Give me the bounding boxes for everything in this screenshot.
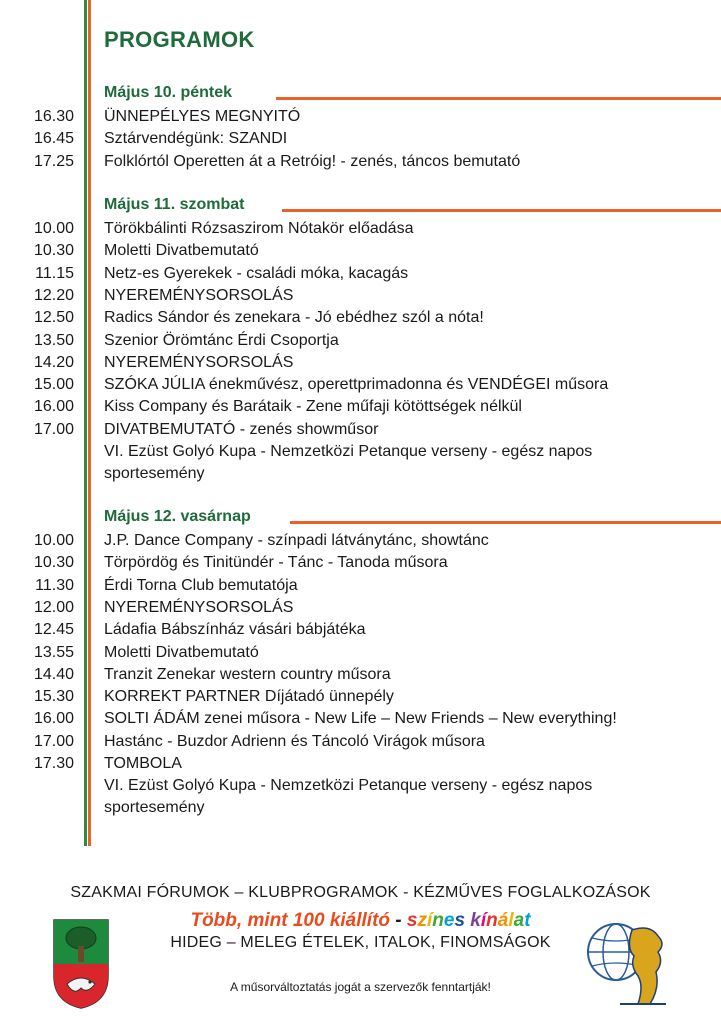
schedule-row — [0, 419, 721, 441]
tagline-exhibitors: Több, mint 100 kiállító — [190, 910, 390, 931]
schedule-time: 11.30 — [35, 576, 74, 594]
schedule-row — [0, 263, 721, 285]
schedule-description: Moletti Divatbemutató — [104, 242, 259, 260]
tagline-letter: s — [406, 910, 418, 931]
schedule-description: Moletti Divatbemutató — [104, 643, 259, 661]
schedule-row — [0, 106, 721, 128]
schedule-description: Tranzit Zenekar western country műsora — [104, 665, 391, 683]
schedule-time: 15.00 — [33, 376, 74, 394]
schedule-time: 10.30 — [33, 554, 74, 572]
schedule-description: NYEREMÉNYSORSOLÁS — [104, 286, 294, 304]
schedule-row — [0, 330, 721, 352]
tagline-letter: í — [426, 910, 433, 931]
schedule-description: Folklórtól Operetten át a Retróig! - zenés, táncos bemutató — [104, 152, 521, 170]
tagline-offer — [407, 910, 531, 931]
disclaimer-note: A műsorváltoztatás jogát a szervezők fenntartják! — [230, 980, 491, 994]
schedule-description: ÜNNEPÉLYES MEGNYITÓ — [104, 108, 301, 125]
tagline-letter: n — [432, 910, 444, 931]
tagline-letter: á — [497, 910, 509, 931]
schedule-description: Érdi Torna Club bemutatója — [104, 576, 298, 594]
schedule-time: 15.30 — [33, 688, 74, 706]
tagline-letter: e — [443, 910, 455, 931]
day-divider — [290, 521, 721, 524]
schedule-row — [0, 619, 721, 641]
day-heading: Május 11. szombat — [104, 196, 245, 213]
day-heading: Május 10. péntek — [104, 84, 233, 101]
tagline-letter: z — [417, 910, 427, 931]
schedule-time: 13.50 — [33, 331, 74, 349]
footer-food: HIDEG – MELEG ÉTELEK, ITALOK, FINOMSÁGOK — [170, 934, 551, 951]
schedule-time: 12.50 — [33, 309, 74, 327]
schedule-description: Radics Sándor és zenekara - Jó ebédhez szól a nóta! — [104, 309, 484, 327]
tagline-letter: l — [508, 910, 514, 931]
tagline-letter: k — [470, 910, 481, 931]
schedule-time: 17.00 — [33, 420, 74, 438]
schedule-row — [0, 731, 721, 753]
schedule-time: 10.30 — [33, 242, 74, 260]
schedule-description: SZÓKA JÚLIA énekművész, operettprimadonna és VENDÉGEI műsora — [104, 376, 609, 394]
schedule-row — [0, 775, 721, 817]
tagline-letter: t — [524, 910, 531, 931]
schedule-description: J.P. Dance Company - színpadi látványtánc, showtánc — [104, 532, 489, 549]
schedule-time: 12.20 — [33, 286, 74, 304]
globe-lion-logo-icon — [580, 914, 670, 1010]
schedule-description: SOLTI ÁDÁM zenei műsora - New Life – New Friends – New everything! — [104, 710, 617, 728]
schedule-description: TOMBOLA — [104, 755, 182, 772]
schedule-row — [0, 374, 721, 396]
coat-of-arms-icon — [52, 918, 110, 1010]
tagline-letter: n — [486, 910, 498, 931]
schedule-time: 10.00 — [33, 532, 74, 549]
schedule-row — [0, 352, 721, 374]
schedule-time: 14.20 — [33, 353, 74, 371]
schedule-row — [0, 575, 721, 597]
schedule-row — [0, 664, 721, 686]
schedule-row — [0, 307, 721, 329]
schedule-description: Szenior Örömtánc Érdi Csoportja — [104, 331, 339, 349]
schedule-row — [0, 128, 721, 150]
schedule-time: 13.55 — [33, 643, 74, 661]
schedule-description: NYEREMÉNYSORSOLÁS — [104, 353, 294, 371]
schedule-row — [0, 597, 721, 619]
schedule-description: DIVATBEMUTATÓ - zenés showműsor — [104, 420, 379, 438]
day-heading: Május 12. vasárnap — [104, 508, 251, 525]
schedule-time: 16.00 — [33, 398, 74, 416]
schedule-time: 16.45 — [33, 130, 74, 148]
footer-activities: SZAKMAI FÓRUMOK – KLUBPROGRAMOK - KÉZMŰVES FOGLALKOZÁSOK — [70, 884, 651, 901]
schedule-time: 17.30 — [33, 755, 74, 772]
day-divider — [276, 97, 721, 100]
schedule-row — [0, 530, 721, 552]
schedule-description: Törökbálinti Rózsaszirom Nótakör előadása — [104, 220, 414, 237]
schedule-time: 16.00 — [33, 710, 74, 728]
schedule-description: Netz-es Gyerekek - családi móka, kacagás — [104, 264, 409, 282]
schedule-description: VI. Ezüst Golyó Kupa - Nemzetközi Petanque verseny - egész napos sportesemény — [104, 443, 593, 482]
schedule-time: 17.00 — [33, 732, 74, 750]
schedule-description: Sztárvendégünk: SZANDI — [104, 130, 288, 148]
schedule-time: 17.25 — [33, 152, 74, 170]
schedule-row — [0, 708, 721, 730]
schedule-row — [0, 285, 721, 307]
schedule-row — [0, 240, 721, 262]
schedule-time: 16.30 — [33, 108, 74, 125]
day-divider — [282, 209, 721, 212]
tagline-separator: - — [390, 910, 407, 931]
schedule-time: 14.40 — [33, 665, 74, 683]
schedule-description: VI. Ezüst Golyó Kupa - Nemzetközi Petanque verseny - egész napos sportesemény — [104, 777, 593, 817]
schedule-time: 12.45 — [33, 621, 74, 639]
schedule-description: Törpördög és Tinitündér - Tánc - Tanoda műsora — [104, 554, 448, 572]
tagline-letter: a — [513, 910, 525, 931]
schedule-row — [0, 642, 721, 664]
schedule-row — [0, 686, 721, 708]
schedule-row — [0, 552, 721, 574]
tagline-letter: í — [480, 910, 487, 931]
schedule-time: 11.15 — [35, 264, 74, 282]
schedule-description: Ládafia Bábszínház vásári bábjátéka — [104, 621, 366, 639]
schedule-description: NYEREMÉNYSORSOLÁS — [104, 598, 294, 616]
schedule-time: 10.00 — [33, 220, 74, 237]
schedule-time: 12.00 — [33, 598, 74, 616]
schedule-description: KORREKT PARTNER Díjátadó ünnepély — [104, 688, 394, 706]
schedule-row — [0, 151, 721, 173]
schedule-row — [0, 218, 721, 240]
page-title: PROGRAMOK — [104, 27, 255, 52]
schedule-description: Kiss Company és Barátaik - Zene műfaji kötöttségek nélkül — [104, 398, 522, 416]
schedule-description: Hastánc - Buzdor Adrienn és Táncoló Virágok műsora — [104, 732, 485, 750]
schedule-row — [0, 441, 721, 482]
tagline-letter: s — [454, 910, 466, 931]
schedule-row — [0, 396, 721, 418]
schedule-row — [0, 753, 721, 775]
